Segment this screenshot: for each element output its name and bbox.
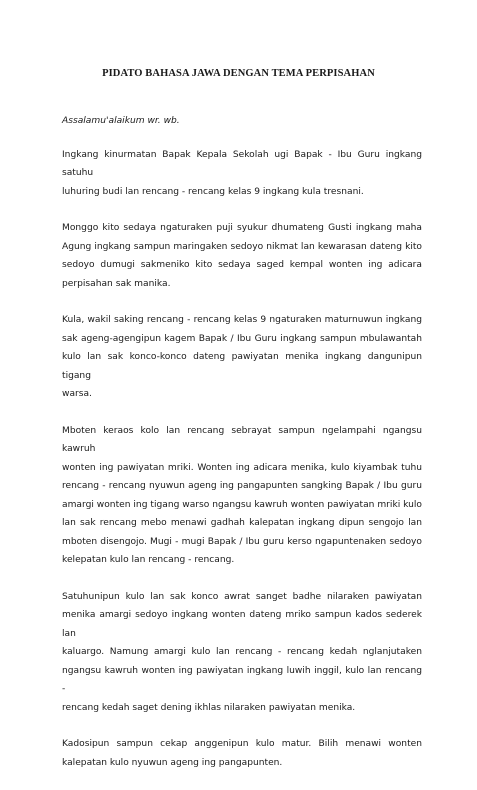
paragraph-line: rencang - rencang nyuwun ageng ing pangapunten sangking Bapak / Ibu guru [62, 481, 422, 491]
paragraph-line: Mboten keraos kolo lan rencang sebrayat sampun ngelampahi ngangsu kawruh [62, 425, 422, 454]
paragraph-line: kalepatan kulo nyuwun ageng ing pangapunten. [62, 757, 283, 768]
paragraph-line: warsa. [62, 389, 92, 399]
paragraph-2 [62, 219, 422, 293]
paragraph-line: wonten ing pawiyatan mriki. Wonten ing adicara menika, kulo kiyambak tuhu [62, 462, 422, 473]
paragraph-line: sak ageng-agengipun kagem Bapak / Ibu Guru ingkang sampun mbulawantah [62, 333, 422, 344]
greeting: Assalamu'alaikum wr. wb. [62, 116, 180, 126]
paragraph-5 [62, 588, 422, 718]
paragraph-1 [62, 146, 422, 202]
paragraph-line: amargi wonten ing tigang warso ngangsu kawruh wonten pawiyatan mriki kulo [62, 499, 422, 510]
paragraph-line: kelepatan kulo lan rencang - rencang. [62, 555, 235, 565]
paragraph-line: Ingkang kinurmatan Bapak Kepala Sekolah ugi Bapak - Ibu Guru ingkang satuhu [62, 149, 422, 178]
paragraph-line: Kula, wakil saking rencang - rencang kelas 9 ngaturaken maturnuwun ingkang [62, 315, 422, 325]
paragraph-line: lan sak rencang mebo menawi gadhah kalepatan ingkang dipun sengojo lan [62, 518, 422, 528]
paragraph-line: menika amargi sedoyo ingkang wonten dateng mriko sampun kados sederek lan [62, 610, 422, 639]
paragraph-line: kulo lan sak konco-konco dateng pawiyatan menika ingkang dangunipun tigang [62, 352, 422, 381]
paragraph-line: perpisahan sak manika. [62, 278, 171, 289]
paragraph-line: Monggo kito sedaya ngaturaken puji syukur dhumateng Gusti ingkang maha [62, 223, 422, 233]
document-title: PIDATO BAHASA JAWA DENGAN TEMA PERPISAHAN [102, 68, 375, 79]
paragraph-line: ngangsu kawruh wonten ing pawiyatan ingkang luwih inggil, kulo lan rencang - [62, 665, 422, 694]
paragraph-4 [62, 422, 422, 570]
paragraph-line: Satuhunipun kulo lan sak konco awrat sanget badhe nilaraken pawiyatan [62, 591, 422, 602]
paragraph-line: Agung ingkang sampun maringaken sedoyo nikmat lan kewarasan dateng kito [62, 241, 422, 252]
paragraph-6 [62, 735, 422, 772]
paragraph-line: luhuring budi lan rencang - rencang kelas 9 ingkang kula tresnani. [62, 186, 364, 197]
paragraph-line: kaluargo. Namung amargi kulo lan rencang - rencang kedah nglanjutaken [62, 647, 422, 657]
paragraph-line: mboten disengojo. Mugi - mugi Bapak / Ibu guru kerso ngapuntenaken sedoyo [62, 536, 422, 547]
paragraph-line: Kadosipun sampun cekap anggenipun kulo matur. Bilih menawi wonten [62, 739, 422, 749]
paragraph-line: rencang kedah saget dening ikhlas nilaraken pawiyatan menika. [62, 702, 356, 713]
paragraph-line: sedoyo dumugi sakmeniko kito sedaya saged kempal wonten ing adicara [62, 260, 422, 270]
paragraph-3 [62, 311, 422, 404]
document-body [62, 112, 422, 790]
